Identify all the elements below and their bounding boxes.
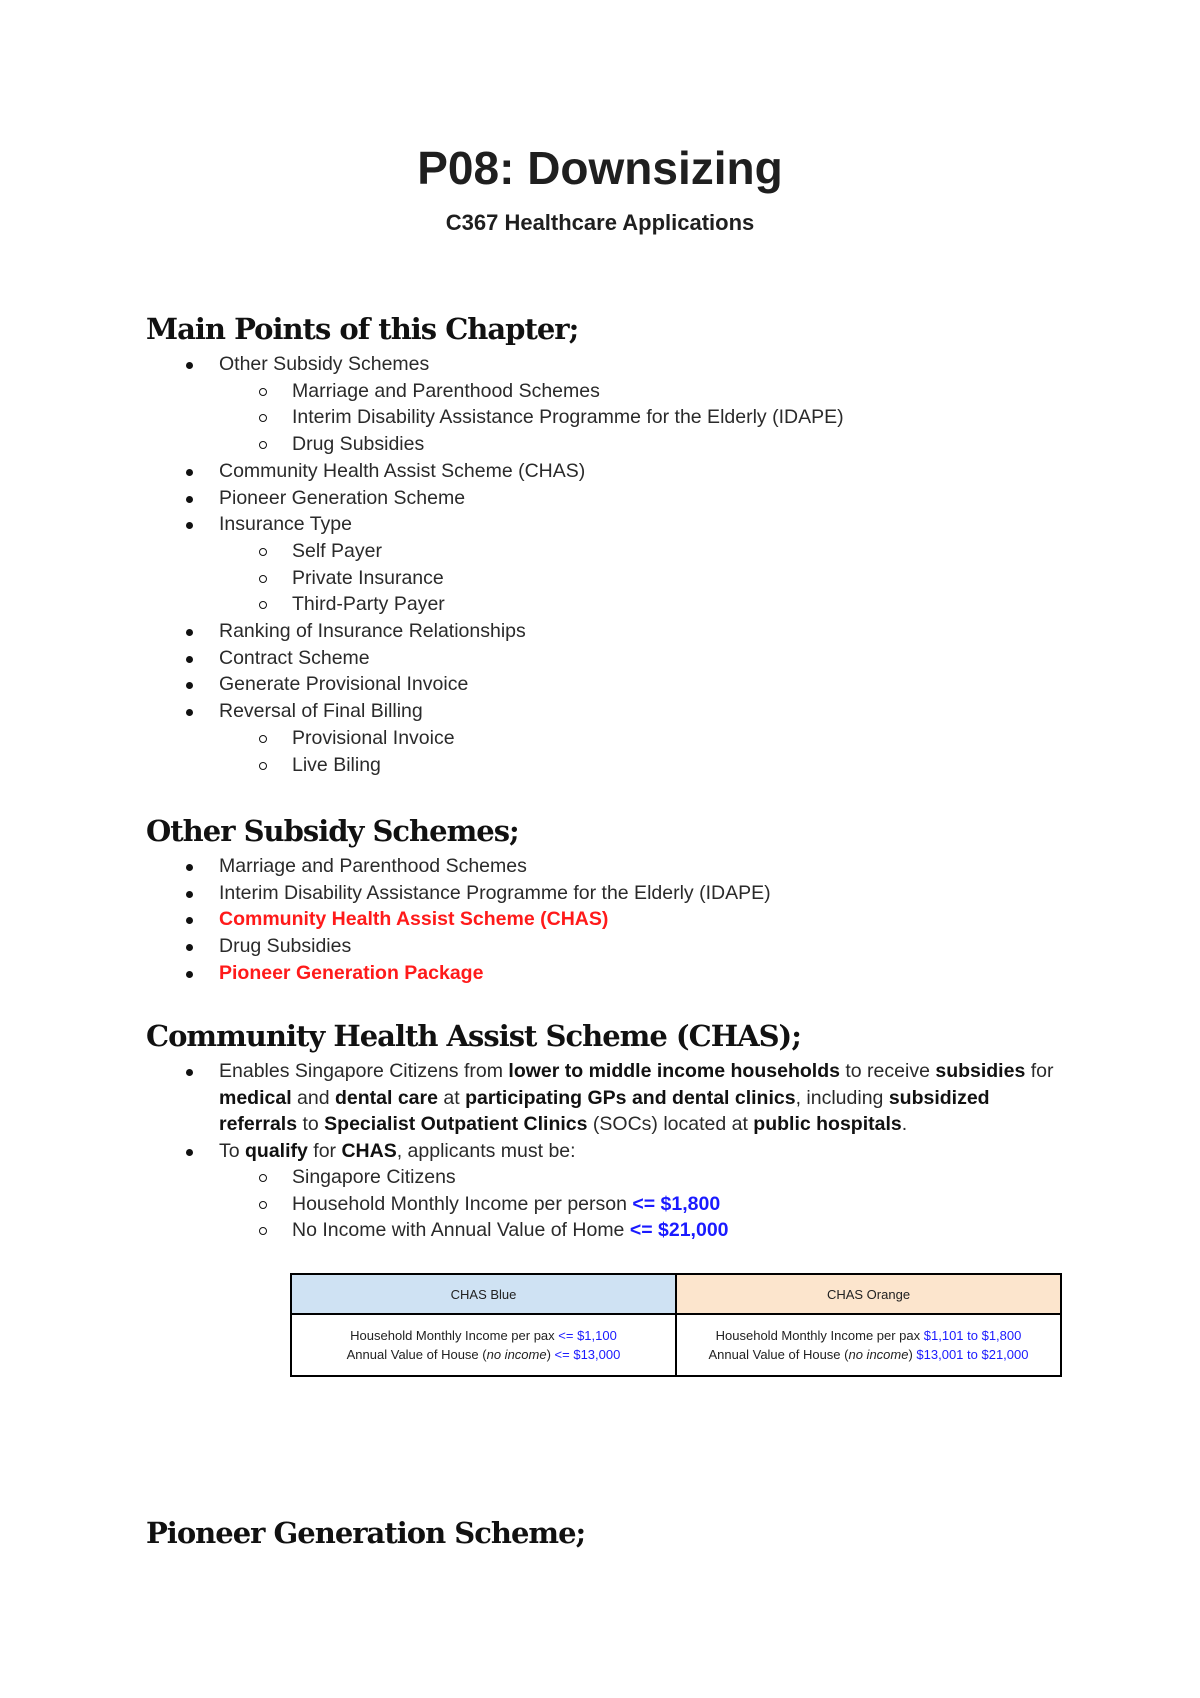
- list-item: Live Biling: [219, 752, 1069, 779]
- chas-qualify: To qualify for CHAS, applicants must be: Singapore Citizens Household Monthly Income per person <= $1,800 No Income with Annual Value of Home <= $21,000: [0, 1138, 1069, 1244]
- list-item: Self Payer: [219, 538, 1069, 565]
- list-item: Private Insurance: [219, 565, 1069, 592]
- page-title: P08: Downsizing: [417, 142, 783, 194]
- list-item: Marriage and Parenthood Schemes: [219, 378, 1069, 405]
- page-subtitle: C367 Healthcare Applications: [445, 210, 755, 235]
- main-points-list: [0, 351, 1069, 778]
- chas-tier-table: [290, 1273, 1062, 1377]
- list-item: Household Monthly Income per person <= $1,800: [219, 1191, 1069, 1218]
- list-item: Interim Disability Assistance Programme for the Elderly (IDAPE): [219, 404, 1069, 431]
- other-subsidy-list: [0, 853, 1069, 987]
- chas-orange-cell: Household Monthly Income per pax $1,101 to $1,800 Annual Value of House (no income) $13,001 to $21,000: [676, 1314, 1061, 1376]
- chas-orange-header: CHAS Orange: [676, 1274, 1061, 1314]
- heading-chas: Community Health Assist Scheme (CHAS);: [146, 1019, 801, 1053]
- heading-other-subsidy: Other Subsidy Schemes;: [146, 814, 519, 848]
- list-item: Community Health Assist Scheme (CHAS): [0, 906, 1069, 933]
- list-item: Ranking of Insurance Relationships: [0, 618, 1069, 645]
- chas-description: Enables Singapore Citizens from lower to middle income households to receive subsidies for medical and dental care at participating GPs and dental clinics, including subsidized referrals to Specialist Outpatient Clinics (SOCs) located at public hospitals.: [0, 1058, 1069, 1138]
- list-item: Third-Party Payer: [219, 591, 1069, 618]
- table-header-row: [291, 1274, 1061, 1314]
- list-item: Drug Subsidies: [219, 431, 1069, 458]
- list-item: Community Health Assist Scheme (CHAS): [0, 458, 1069, 485]
- list-item: Marriage and Parenthood Schemes: [0, 853, 1069, 880]
- list-item: Reversal of Final Billing Provisional Invoice Live Biling: [0, 698, 1069, 778]
- list-item: No Income with Annual Value of Home <= $21,000: [219, 1217, 1069, 1244]
- chas-blue-cell: Household Monthly Income per pax <= $1,100 Annual Value of House (no income) <= $13,000: [291, 1314, 676, 1376]
- table-row: [291, 1314, 1061, 1376]
- list-item: Generate Provisional Invoice: [0, 671, 1069, 698]
- list-item: Pioneer Generation Scheme: [0, 485, 1069, 512]
- list-item: Drug Subsidies: [0, 933, 1069, 960]
- heading-pioneer: Pioneer Generation Scheme;: [146, 1516, 586, 1550]
- chas-blue-header: CHAS Blue: [291, 1274, 676, 1314]
- chas-list: [0, 1058, 1069, 1244]
- heading-main-points: Main Points of this Chapter;: [146, 312, 579, 346]
- list-item: Other Subsidy Schemes Marriage and Parenthood Schemes Interim Disability Assistance Programme for the Elderly (IDAPE) Drug Subsidies: [0, 351, 1069, 458]
- list-item: Insurance Type Self Payer Private Insurance Third-Party Payer: [0, 511, 1069, 618]
- list-item: Interim Disability Assistance Programme for the Elderly (IDAPE): [0, 880, 1069, 907]
- list-item: Singapore Citizens: [219, 1164, 1069, 1191]
- list-item: Provisional Invoice: [219, 725, 1069, 752]
- list-item: Contract Scheme: [0, 645, 1069, 672]
- list-item: Pioneer Generation Package: [0, 960, 1069, 987]
